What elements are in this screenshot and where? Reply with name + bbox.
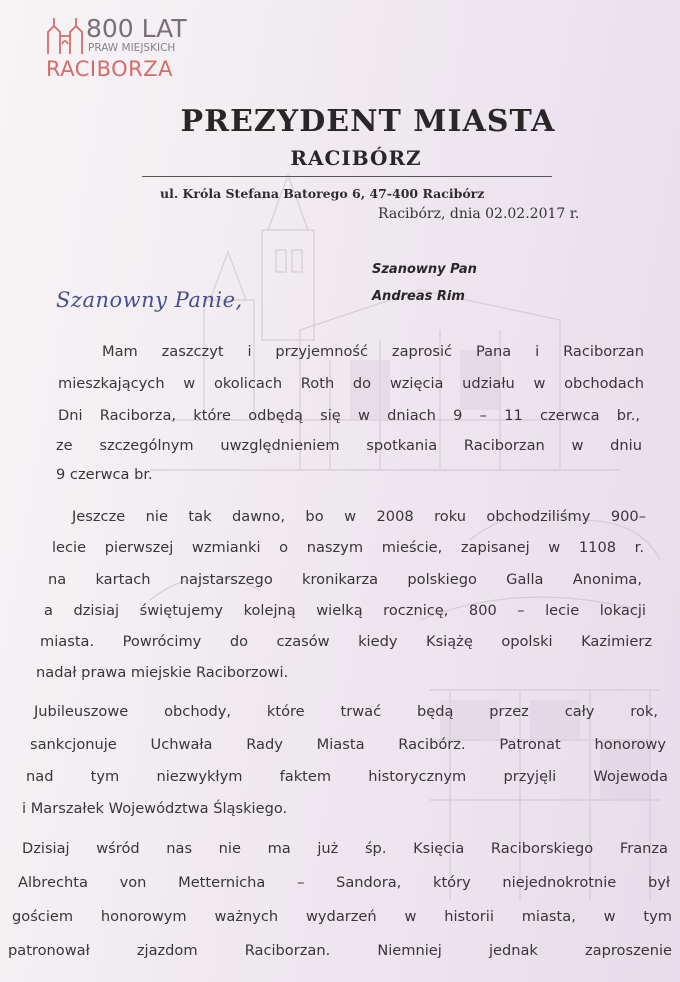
body-line: miasta. Powrócimy do czasów kiedy Książę opolski Kazimierz (40, 633, 652, 650)
letterhead-city: RACIBÓRZ (290, 146, 422, 170)
body-line: Jubileuszowe obchody, które trwać będą przez cały rok, (34, 703, 658, 720)
body-line: Jeszcze nie tak dawno, bo w 2008 roku obchodziliśmy 900– (72, 508, 646, 525)
header-divider (142, 176, 552, 177)
letterhead-address: ul. Króla Stefana Batorego 6, 47-400 Racibórz (160, 186, 485, 201)
recipient-salutation: Szanowny Pan (372, 262, 477, 277)
body-line: lecie pierwszej wzmianki o naszym mieście, zapisanej w 1108 r. (52, 539, 644, 556)
body-line: mieszkających w okolicach Roth do wzięcia udziału w obchodach (58, 375, 644, 392)
body-line: na kartach najstarszego kronikarza polskiego Galla Anonima, (48, 571, 642, 588)
logo-subtitle: PRAW MIEJSKICH (88, 42, 176, 54)
handwritten-greeting: Szanowny Panie, (56, 288, 243, 312)
body-line: Dni Raciborza, które odbędą się w dniach 9 – 11 czerwca br., (58, 407, 640, 424)
body-line: nad tym niezwykłym faktem historycznym przyjęli Wojewoda (26, 768, 668, 785)
letterhead-title: PREZYDENT MIASTA (180, 104, 556, 139)
body-line: 9 czerwca br. (56, 466, 153, 483)
recipient-name: Andreas Rim (372, 289, 465, 304)
body-line: ze szczególnym uwzględnieniem spotkania Raciborzan w dniu (56, 437, 642, 454)
body-line: Dzisiaj wśród nas nie ma już śp. Księcia Raciborskiego Franza (22, 840, 668, 857)
town-hall-icon (46, 14, 84, 56)
body-line: a dzisiaj świętujemy kolejną wielką rocznicę, 800 – lecie lokacji (44, 602, 646, 619)
body-line: gościem honorowym ważnych wydarzeń w historii miasta, w tym (12, 908, 672, 925)
logo-city: RACIBORZA (46, 57, 174, 81)
body-line: nadał prawa miejskie Raciborzowi. (36, 664, 289, 681)
letter-date: Racibórz, dnia 02.02.2017 r. (378, 206, 580, 222)
logo-number: 800 LAT (86, 14, 187, 43)
body-line: patronował zjazdom Raciborzan. Niemniej jednak zaproszenie (8, 942, 672, 959)
body-line: i Marszałek Województwa Śląskiego. (22, 800, 288, 817)
jubilee-logo (44, 12, 214, 80)
body-line: Mam zaszczyt i przyjemność zaprosić Pana i Raciborzan (102, 343, 644, 360)
body-line: sankcjonuje Uchwała Rady Miasta Racibórz. Patronat honorowy (30, 736, 666, 753)
body-line: Albrechta von Metternicha – Sandora, który niejednokrotnie był (18, 874, 670, 891)
